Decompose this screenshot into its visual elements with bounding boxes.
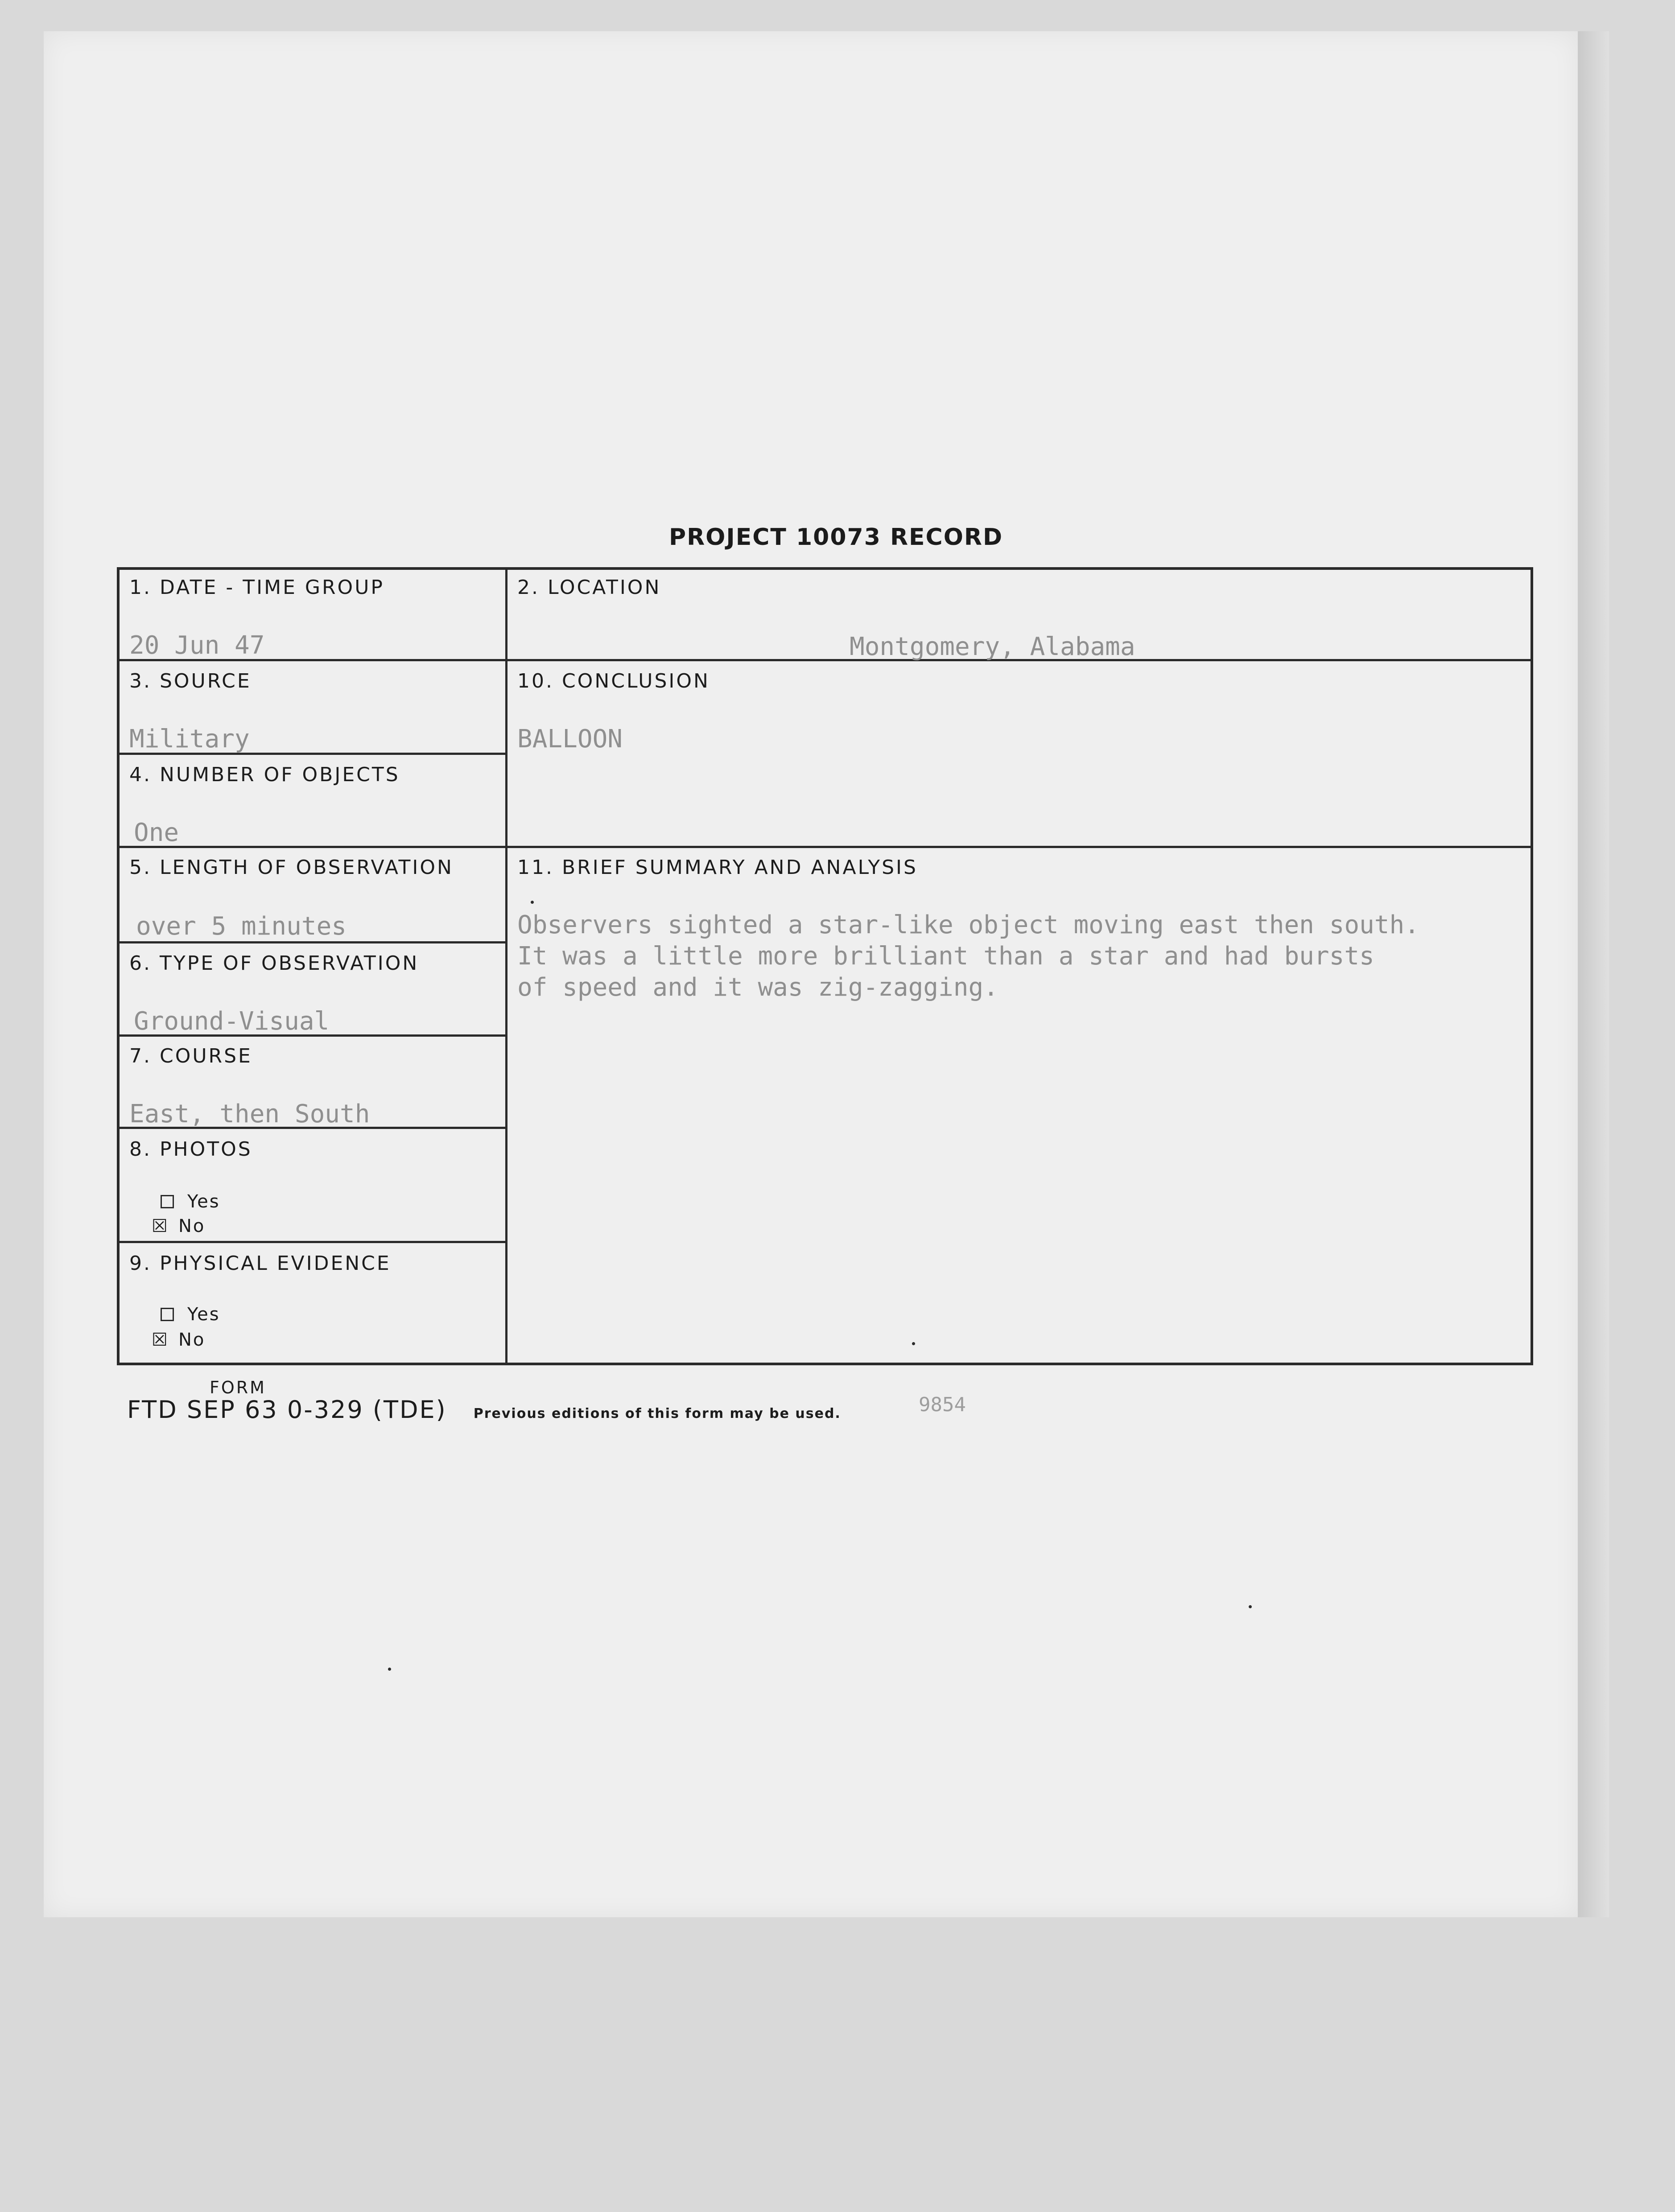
row-divider-5 [117,941,505,943]
photos-yes-label: Yes [187,1191,220,1212]
photos-no-option [152,1216,205,1236]
scan-speck [1249,1605,1252,1608]
date-time-group-value: 20 Jun 47 [129,631,265,660]
photos-label: 8. PHOTOS [129,1138,252,1161]
physical-evidence-yes-label: Yes [187,1304,220,1325]
scan-speck [388,1668,391,1671]
type-of-observation-value: Ground-Visual [134,1007,330,1036]
source-label: 3. SOURCE [129,670,252,692]
footer-note: Previous editions of this form may be used. [473,1406,841,1421]
checkbox-empty-icon [161,1308,174,1321]
row-divider-1 [117,659,1533,661]
summary-value: Observers sighted a star-like object moving east then south. It was a little more brilliant than a star and had bursts of speed and it was zig-zagging. [517,910,1419,1002]
footer-form-word: FORM [210,1378,266,1397]
physical-evidence-no-label: No [178,1330,206,1350]
conclusion-label: 10. CONCLUSION [517,670,710,692]
handwritten-mark: 9854 [919,1393,966,1416]
date-time-group-label: 1. DATE - TIME GROUP [129,576,384,599]
number-of-objects-value: One [134,818,179,847]
row-divider-8 [117,1241,505,1243]
checkbox-checked-icon: ☒ [152,1216,169,1236]
footer-form-id: FTD SEP 63 0-329 (TDE) [127,1396,447,1424]
photos-yes-option [161,1191,220,1212]
length-of-observation-value: over 5 minutes [136,912,347,941]
length-of-observation-label: 5. LENGTH OF OBSERVATION [129,856,454,879]
page-edge-shadow [1578,31,1609,1917]
checkbox-empty-icon [161,1195,174,1208]
location-label: 2. LOCATION [517,576,661,599]
summary-label: 11. BRIEF SUMMARY AND ANALYSIS [517,856,918,879]
physical-evidence-label: 9. PHYSICAL EVIDENCE [129,1252,391,1275]
number-of-objects-label: 4. NUMBER OF OBJECTS [129,763,400,786]
scan-speck [912,1342,915,1345]
source-value: Military [129,725,250,754]
physical-evidence-yes-option [161,1304,220,1325]
checkbox-checked-icon: ☒ [152,1330,169,1350]
form-title: PROJECT 10073 RECORD [669,524,1003,551]
footer-form-id-line [127,1396,841,1424]
physical-evidence-no-option [152,1330,205,1350]
location-value: Montgomery, Alabama [850,632,1135,661]
type-of-observation-label: 6. TYPE OF OBSERVATION [129,952,419,975]
course-value: East, then South [129,1100,370,1129]
scan-speck [531,901,534,904]
row-divider-4 [117,846,1533,848]
column-divider [505,567,507,1365]
course-label: 7. COURSE [129,1045,252,1067]
photos-no-label: No [178,1216,206,1236]
conclusion-value: BALLOON [517,725,623,754]
